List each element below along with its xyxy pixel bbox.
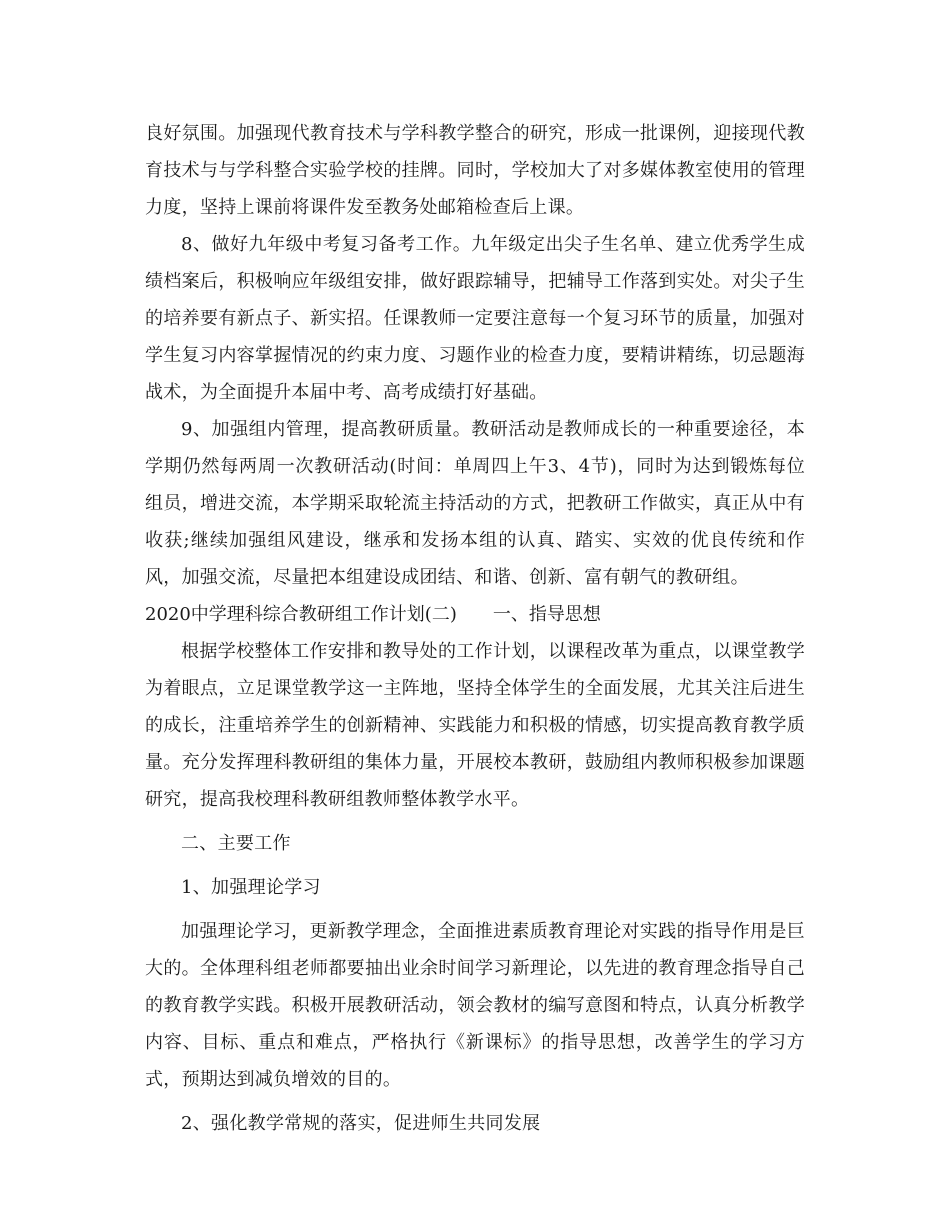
paragraph-guiding-thought: 根据学校整体工作安排和教导处的工作计划，以课程改革为重点，以课堂教学为着眼点，立足课堂教学这一主阵地，坚持全体学生的全面发展，尤其关注后进生的成长，注重培养学生的创新精神、实践能力和积极的情感，切实提高教育教学质量。充分发挥理科教研组的集体力量，开展校本教研，鼓励组内教师积极参加课题研究，提高我校理科教研组教师整体教学水平。 <box>145 641 805 810</box>
section-heading-guiding: 一、指导思想 <box>492 604 601 625</box>
item-heading-routine: 2、强化教学常规的落实，促进师生共同发展 <box>181 1113 541 1134</box>
plan-title: 2020中学理科综合教研组工作计划(二) <box>145 604 457 625</box>
section-heading-main-work: 二、主要工作 <box>181 833 291 854</box>
paragraph-theory-study: 加强理论学习，更新教学理念，全面推进素质教育理论对实践的指导作用是巨大的。全体理科组老师都要抽出业余时间学习新理论，以先进的教育理念指导自己的教育教学实践。积极开展教研活动，领会教材的编写意图和特点，认真分析教学内容、目标、重点和难点，严格执行《新课标》的指导思想，改善学生的学习方式，预期达到减负增效的目的。 <box>145 921 805 1090</box>
paragraph-item-8: 8、做好九年级中考复习备考工作。九年级定出尖子生名单、建立优秀学生成绩档案后，积极响应年级组安排，做好跟踪辅导，把辅导工作落到实处。对尖子生的培养要有新点子、新实招。任课教师一定要注意每一个复习环节的质量，加强对学生复习内容掌握情况的约束力度、习题作业的检查力度，要精讲精练，切忌题海战术，为全面提升本届中考、高考成绩打好基础。 <box>145 234 805 403</box>
paragraph-continuation: 良好氛围。加强现代教育技术与学科教学整合的研究，形成一批课例，迎接现代教育技术与与学科整合实验学校的挂牌。同时，学校加大了对多媒体教室使用的管理力度，坚持上课前将课件发至教务处邮箱检查后上课。 <box>145 123 805 218</box>
paragraph-item-9: 9、加强组内管理，提高教研质量。教研活动是教师成长的一种重要途径，本学期仍然每两周一次教研活动(时间：单周四上午3、4节)，同时为达到锻炼每位组员，增进交流，本学期采取轮流主持活动的方式，把教研工作做实，真正从中有收获;继续加强组风建设，继承和发扬本组的认真、踏实、实效的优良传统和作风，加强交流，尽量把本组建设成团结、和谐、创新、富有朝气的教研组。 <box>145 419 805 588</box>
item-heading-theory: 1、加强理论学习 <box>181 877 321 898</box>
document-body <box>145 115 805 1142</box>
plan-title-line <box>145 596 805 633</box>
